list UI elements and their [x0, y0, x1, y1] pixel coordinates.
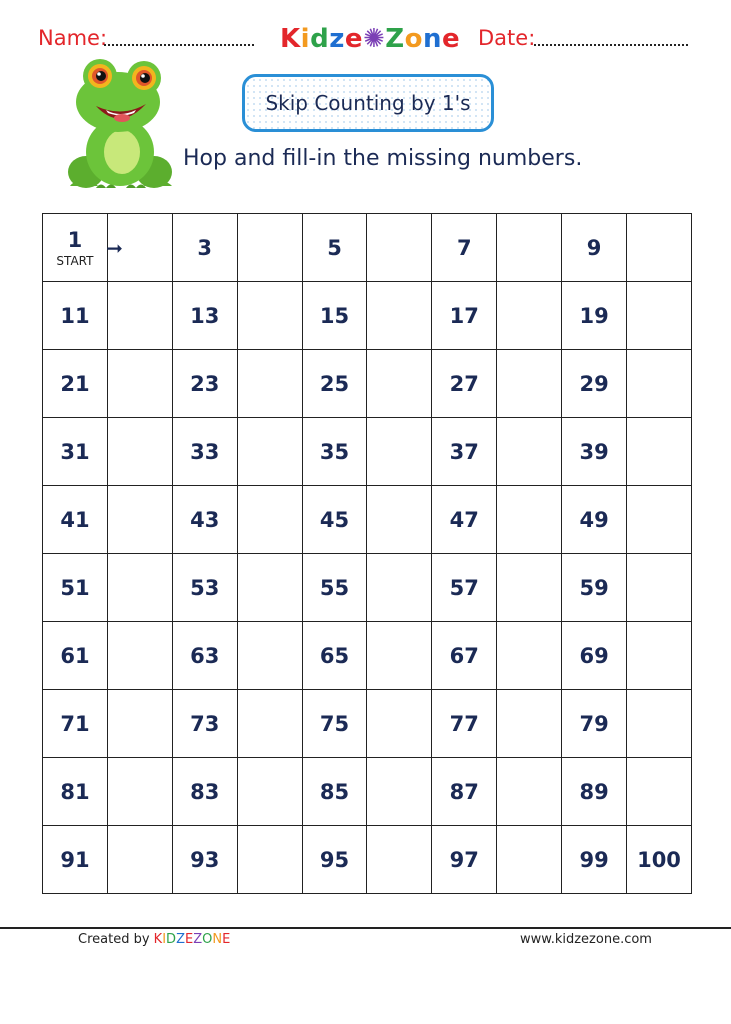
grid-row	[43, 418, 692, 486]
number-cell	[562, 826, 627, 894]
answer-cell[interactable]	[627, 282, 692, 350]
brand-letter: D	[166, 932, 177, 947]
answer-cell[interactable]	[627, 486, 692, 554]
cell-number: 95	[319, 847, 350, 872]
answer-cell[interactable]	[367, 690, 432, 758]
number-cell	[302, 758, 367, 826]
answer-cell[interactable]	[497, 350, 562, 418]
cell-number: 17	[449, 303, 479, 328]
number-cell	[43, 826, 108, 894]
number-cell	[43, 418, 108, 486]
number-cell	[562, 622, 627, 690]
cell-number: 53	[190, 575, 220, 600]
number-cell	[562, 554, 627, 622]
answer-cell[interactable]	[237, 622, 302, 690]
cell-number: 25	[319, 371, 350, 396]
number-cell	[562, 214, 627, 282]
answer-cell[interactable]	[367, 758, 432, 826]
cell-number: 37	[449, 439, 479, 464]
cell-number: 13	[190, 303, 220, 328]
number-grid	[42, 213, 692, 894]
frog-icon	[66, 54, 176, 194]
brand-letter: Z	[176, 932, 185, 947]
logo-letter: i	[300, 24, 311, 54]
answer-cell[interactable]	[237, 486, 302, 554]
brand-letter: Z	[193, 932, 203, 947]
arrow-right-icon: ➞	[106, 236, 123, 260]
grid-row	[43, 350, 692, 418]
answer-cell[interactable]	[367, 282, 432, 350]
cell-number: 57	[449, 575, 479, 600]
answer-cell[interactable]	[367, 554, 432, 622]
cell-number: 87	[449, 779, 479, 804]
number-cell	[43, 486, 108, 554]
answer-cell[interactable]	[627, 622, 692, 690]
cell-number: 45	[319, 507, 350, 532]
number-cell	[562, 282, 627, 350]
logo-letter: d	[310, 24, 330, 54]
cell-number: 51	[60, 575, 90, 600]
number-cell	[562, 350, 627, 418]
date-label: Date:	[478, 26, 536, 50]
grid-row	[43, 282, 692, 350]
logo-letter: e	[344, 24, 363, 54]
grid-row	[43, 622, 692, 690]
number-cell	[172, 282, 237, 350]
answer-cell[interactable]	[367, 622, 432, 690]
number-cell	[302, 622, 367, 690]
cell-number: 81	[60, 779, 90, 804]
number-cell	[432, 554, 497, 622]
answer-cell[interactable]	[237, 758, 302, 826]
footer-website: www.kidzezone.com	[520, 932, 652, 947]
answer-cell[interactable]	[497, 282, 562, 350]
brand-letter: E	[222, 932, 231, 947]
cell-number: 55	[319, 575, 350, 600]
answer-cell[interactable]	[497, 486, 562, 554]
answer-cell[interactable]	[237, 282, 302, 350]
number-cell	[43, 282, 108, 350]
number-cell	[562, 418, 627, 486]
cell-number: 67	[449, 643, 479, 668]
answer-cell[interactable]	[107, 486, 172, 554]
number-cell	[302, 350, 367, 418]
number-cell	[562, 486, 627, 554]
number-cell	[302, 282, 367, 350]
answer-cell[interactable]	[367, 486, 432, 554]
answer-cell[interactable]	[497, 622, 562, 690]
cell-number: 35	[319, 439, 350, 464]
cell-number: 91	[60, 847, 90, 872]
footer-credit	[78, 932, 230, 947]
answer-cell[interactable]	[107, 826, 172, 894]
answer-cell[interactable]	[627, 418, 692, 486]
cell-number: 47	[449, 507, 479, 532]
cell-number: 85	[319, 779, 350, 804]
answer-cell[interactable]	[237, 418, 302, 486]
answer-cell[interactable]	[497, 758, 562, 826]
number-cell	[172, 758, 237, 826]
cell-number: 39	[579, 439, 609, 464]
answer-cell[interactable]	[107, 758, 172, 826]
number-cell	[172, 418, 237, 486]
cell-number: 93	[190, 847, 220, 872]
cell-number: 3	[197, 235, 213, 260]
cell-number: 9	[586, 235, 602, 260]
logo-letter: e	[442, 24, 461, 54]
cell-number: 69	[579, 643, 609, 668]
cell-number: 83	[190, 779, 220, 804]
date-field[interactable]	[534, 44, 688, 46]
footer-brand	[154, 932, 231, 947]
number-cell	[172, 690, 237, 758]
number-cell	[432, 282, 497, 350]
number-cell	[562, 690, 627, 758]
answer-cell[interactable]	[627, 350, 692, 418]
start-label: START	[56, 253, 94, 268]
worksheet-title: Skip Counting by 1's	[242, 74, 494, 132]
cell-number: 59	[579, 575, 609, 600]
answer-cell[interactable]	[107, 622, 172, 690]
cell-number: 75	[319, 711, 350, 736]
number-cell	[172, 554, 237, 622]
number-cell	[432, 690, 497, 758]
cell-number: 73	[190, 711, 220, 736]
logo-letter: ✺	[362, 24, 386, 54]
number-cell	[432, 486, 497, 554]
cell-number: 61	[60, 643, 90, 668]
cell-number: 79	[579, 711, 609, 736]
number-cell	[43, 214, 123, 282]
created-by-text: Created by	[78, 932, 154, 947]
answer-cell[interactable]	[367, 214, 432, 282]
number-cell	[432, 350, 497, 418]
name-field[interactable]	[104, 44, 254, 46]
brand-letter: O	[202, 932, 213, 947]
logo-letter: n	[423, 24, 443, 54]
logo-letter: z	[329, 24, 345, 54]
number-cell	[43, 690, 108, 758]
answer-cell[interactable]	[497, 690, 562, 758]
cell-number: 65	[319, 643, 350, 668]
brand-letter: K	[153, 932, 163, 947]
cell-number: 63	[190, 643, 220, 668]
cell-number: 99	[579, 847, 609, 872]
footer-divider	[0, 927, 731, 929]
logo-letter: K	[280, 24, 301, 54]
cell-number: 41	[60, 507, 90, 532]
name-label: Name:	[38, 26, 108, 50]
grid-row	[43, 214, 692, 282]
number-cell	[302, 690, 367, 758]
number-cell	[43, 350, 108, 418]
number-cell	[432, 418, 497, 486]
number-cell	[302, 554, 367, 622]
grid-row	[43, 486, 692, 554]
answer-cell[interactable]	[497, 418, 562, 486]
cell-number: 21	[60, 371, 90, 396]
number-cell	[302, 214, 367, 282]
number-cell	[172, 622, 237, 690]
answer-cell[interactable]	[107, 690, 172, 758]
answer-cell[interactable]	[107, 282, 172, 350]
answer-cell[interactable]	[107, 554, 172, 622]
answer-cell[interactable]	[367, 826, 432, 894]
cell-number: 89	[579, 779, 609, 804]
grid-row	[43, 826, 692, 894]
number-cell	[172, 826, 237, 894]
number-cell	[43, 758, 108, 826]
number-cell	[302, 418, 367, 486]
number-cell	[172, 350, 237, 418]
answer-cell[interactable]	[107, 350, 172, 418]
answer-cell[interactable]	[497, 554, 562, 622]
answer-cell[interactable]	[367, 350, 432, 418]
grid-row	[43, 554, 692, 622]
number-cell	[562, 758, 627, 826]
logo-letter: o	[404, 24, 424, 54]
answer-cell[interactable]	[627, 690, 692, 758]
cell-number: 1	[67, 227, 83, 252]
answer-cell[interactable]	[497, 826, 562, 894]
brand-letter: E	[184, 932, 194, 947]
answer-cell[interactable]	[107, 418, 172, 486]
number-cell	[43, 554, 108, 622]
cell-number: 31	[60, 439, 90, 464]
cell-number: 29	[579, 371, 609, 396]
cell-number: 7	[456, 235, 472, 260]
answer-cell[interactable]	[627, 758, 692, 826]
answer-cell[interactable]	[627, 214, 692, 282]
answer-cell[interactable]	[497, 214, 562, 282]
number-cell	[172, 486, 237, 554]
cell-number: 97	[449, 847, 479, 872]
cell-number: 33	[190, 439, 220, 464]
cell-number: 5	[327, 235, 342, 260]
cell-number: 49	[579, 507, 609, 532]
cell-number: 15	[319, 303, 350, 328]
cell-number: 23	[190, 371, 220, 396]
instruction-text: Hop and fill-in the missing numbers.	[183, 146, 583, 171]
cell-number: 77	[449, 711, 479, 736]
number-cell	[302, 826, 367, 894]
number-cell	[432, 826, 497, 894]
cell-number: 100	[637, 847, 681, 872]
answer-cell[interactable]	[367, 418, 432, 486]
brand-letter: N	[212, 932, 223, 947]
number-cell	[627, 826, 692, 894]
number-cell	[172, 214, 237, 282]
kidzezone-logo	[280, 24, 460, 54]
answer-cell[interactable]	[237, 826, 302, 894]
cell-number: 71	[60, 711, 90, 736]
answer-cell[interactable]	[237, 690, 302, 758]
number-cell	[432, 214, 497, 282]
number-cell	[43, 622, 108, 690]
answer-cell[interactable]	[237, 214, 302, 282]
cell-number: 19	[579, 303, 609, 328]
grid-row	[43, 690, 692, 758]
cell-number: 27	[449, 371, 479, 396]
answer-cell[interactable]	[627, 554, 692, 622]
number-cell	[302, 486, 367, 554]
answer-cell[interactable]	[237, 350, 302, 418]
grid-row	[43, 758, 692, 826]
number-cell	[432, 758, 497, 826]
cell-number: 11	[60, 303, 90, 328]
logo-letter: Z	[385, 24, 405, 54]
answer-cell[interactable]	[237, 554, 302, 622]
number-cell	[432, 622, 497, 690]
brand-letter: I	[162, 932, 167, 947]
cell-number: 43	[190, 507, 220, 532]
